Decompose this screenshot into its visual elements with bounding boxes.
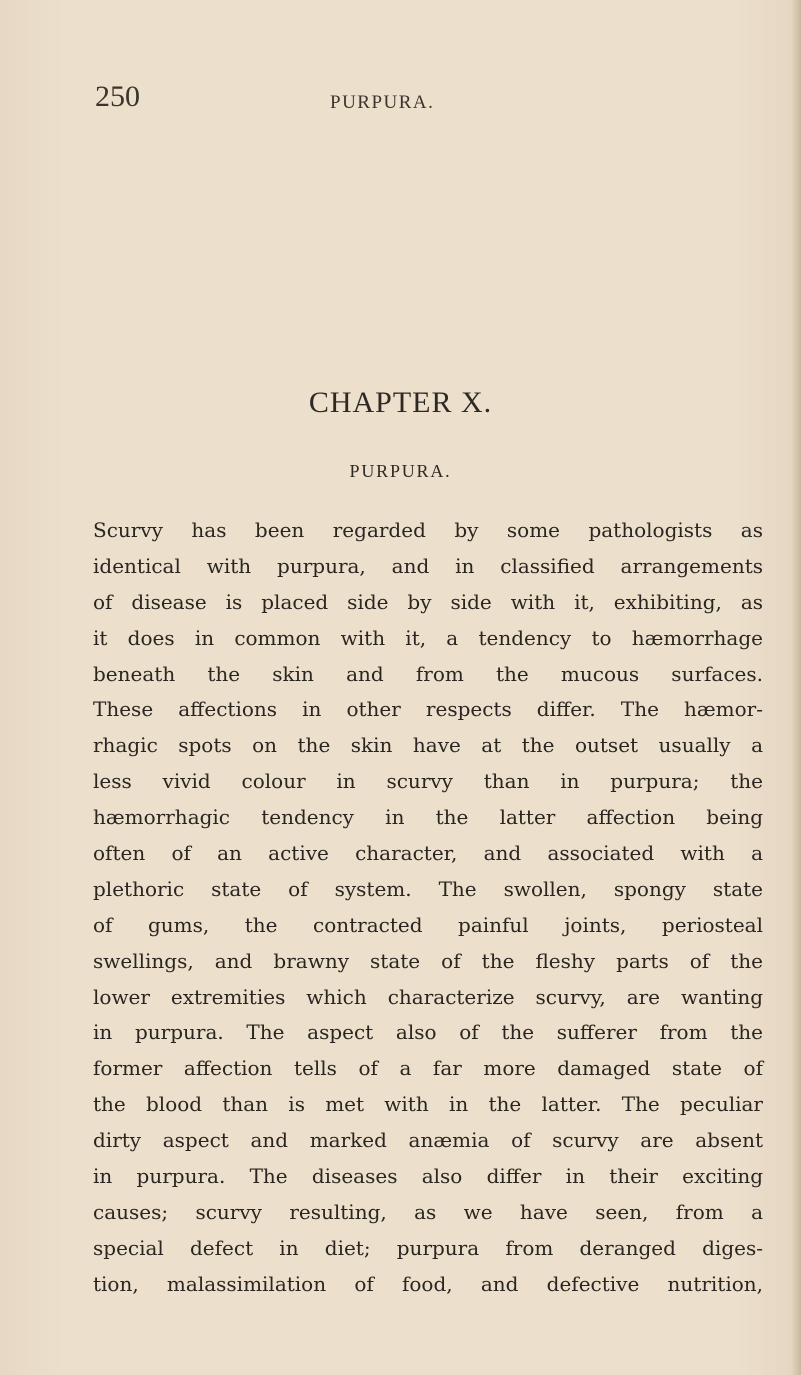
text-line: lower extremities which characterize scurvy, are wanting (93, 984, 763, 1009)
chapter-subtitle: PURPURA. (349, 461, 452, 481)
text-line: hæmorrhagic tendency in the latter affection being (93, 805, 763, 830)
text-line: in purpura. The aspect also of the sufferer from the (93, 1020, 763, 1045)
page-edge-shadow (791, 0, 801, 1375)
chapter-title: CHAPTER X. (308, 386, 493, 419)
text-line: less vivid colour in scurvy than in purpura; the (93, 769, 763, 794)
body-paragraph (93, 513, 763, 1303)
text-line: Scurvy has been regarded by some pathologists as (93, 518, 763, 542)
text-line: it does in common with it, a tendency to hæmorrhage (93, 625, 763, 650)
text-line: tion, malassimilation of food, and defective nutrition, (93, 1271, 763, 1296)
text-line: identical with purpura, and in classified arrangements (93, 553, 763, 578)
text-line: These affections in other respects differ. The hæmor- (93, 697, 763, 722)
text-line: the blood than is met with in the latter. The peculiar (93, 1092, 763, 1117)
text-line: often of an active character, and associated with a (93, 841, 763, 866)
text-line: swellings, and brawny state of the fleshy parts of the (93, 948, 763, 973)
text-line: rhagic spots on the skin have at the outset usually a (93, 733, 763, 758)
running-head: PURPURA. (330, 92, 435, 113)
page-number: 250 (95, 80, 140, 113)
text-line: of disease is placed side by side with it, exhibiting, as (93, 589, 763, 614)
text-line: special defect in diet; purpura from deranged diges- (93, 1235, 763, 1260)
text-line: plethoric state of system. The swollen, spongy state (93, 876, 763, 901)
text-line: beneath the skin and from the mucous surfaces. (93, 661, 763, 686)
text-line: former affection tells of a far more damaged state of (93, 1056, 763, 1081)
text-line: of gums, the contracted painful joints, periosteal (93, 912, 763, 937)
text-line: in purpura. The diseases also differ in their exciting (93, 1164, 763, 1189)
text-line: dirty aspect and marked anæmia of scurvy are absent (93, 1128, 763, 1153)
text-line: causes; scurvy resulting, as we have seen, from a (93, 1199, 763, 1224)
